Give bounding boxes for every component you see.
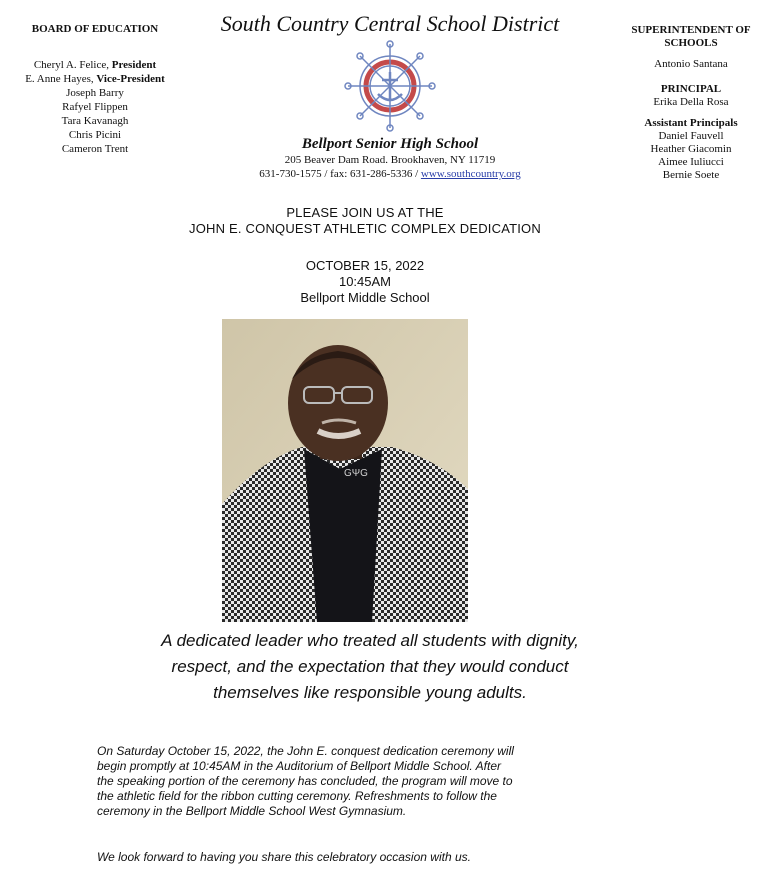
letterhead bbox=[205, 10, 575, 181]
assistant-principal: Heather Giacomin bbox=[650, 143, 732, 155]
event-details bbox=[0, 258, 730, 306]
body-line: begin promptly at 10:45AM in the Auditorium of Bellport Middle School. After bbox=[97, 759, 501, 773]
board-member: Chris Picini bbox=[68, 129, 122, 141]
board-member: Cheryl A. Felice, President bbox=[33, 59, 157, 71]
phone-fax: 631-730-1575 / fax: 631-286-5336 / bbox=[259, 168, 419, 180]
event-date: OCTOBER 15, 2022 bbox=[305, 258, 425, 273]
invitation-line-2: JOHN E. CONQUEST ATHLETIC COMPLEX DEDICATION bbox=[189, 221, 541, 236]
invitation-line-1: PLEASE JOIN US AT THE bbox=[286, 205, 444, 220]
board-member: Joseph Barry bbox=[66, 87, 124, 99]
board-member: E. Anne Hayes, Vice-President bbox=[25, 73, 165, 85]
school-address: 205 Beaver Dam Road. Brookhaven, NY 11719 bbox=[284, 154, 496, 166]
closing-line: We look forward to having you share this celebratory occasion with us. bbox=[97, 850, 471, 864]
principal-heading: PRINCIPAL bbox=[660, 83, 722, 95]
principal-name: Erika Della Rosa bbox=[653, 96, 729, 108]
event-description bbox=[97, 744, 657, 819]
board-member: Tara Kavanagh bbox=[61, 115, 129, 127]
contact-line bbox=[205, 167, 575, 181]
assistant-principal: Daniel Fauvell bbox=[658, 130, 724, 142]
board-of-education bbox=[0, 22, 190, 156]
school-name: Bellport Senior High School bbox=[301, 136, 479, 152]
district-name: South Country Central School District bbox=[220, 11, 560, 36]
body-line: On Saturday October 15, 2022, the John E. conquest dedication ceremony will bbox=[97, 744, 514, 758]
body-line: ceremony in the Bellport Middle School West Gymnasium. bbox=[97, 804, 407, 818]
invitation-heading bbox=[0, 205, 730, 237]
website-link[interactable]: www.southcountry.org bbox=[420, 168, 521, 180]
board-member: Cameron Trent bbox=[61, 143, 129, 155]
event-location: Bellport Middle School bbox=[300, 290, 430, 305]
honoree-quote bbox=[100, 628, 640, 706]
quote-line: themselves like responsible young adults. bbox=[213, 683, 527, 702]
assistant-principal: Bernie Soete bbox=[662, 169, 720, 181]
body-line: the speaking portion of the ceremony has concluded, the program will move to bbox=[97, 774, 513, 788]
superintendent-heading: SUPERINTENDENT OF SCHOOLS bbox=[631, 24, 751, 49]
assistant-principal: Aimee Iuliucci bbox=[658, 156, 724, 168]
board-heading: BOARD OF EDUCATION bbox=[31, 23, 159, 35]
honoree-photo bbox=[222, 319, 468, 622]
shirt-letters: GΨG bbox=[344, 468, 368, 479]
assistant-principals-heading: Assistant Principals bbox=[644, 117, 738, 129]
board-member: Rafyel Flippen bbox=[62, 101, 128, 113]
event-time: 10:45AM bbox=[338, 274, 392, 289]
quote-line: respect, and the expectation that they would conduct bbox=[171, 657, 569, 676]
quote-line: A dedicated leader who treated all students with dignity, bbox=[161, 631, 579, 650]
administration bbox=[624, 24, 758, 182]
school-seal-icon bbox=[344, 40, 436, 132]
superintendent-name: Antonio Santana bbox=[654, 58, 728, 70]
body-line: the athletic field for the ribbon cutting ceremony. Refreshments to follow the bbox=[97, 789, 497, 803]
